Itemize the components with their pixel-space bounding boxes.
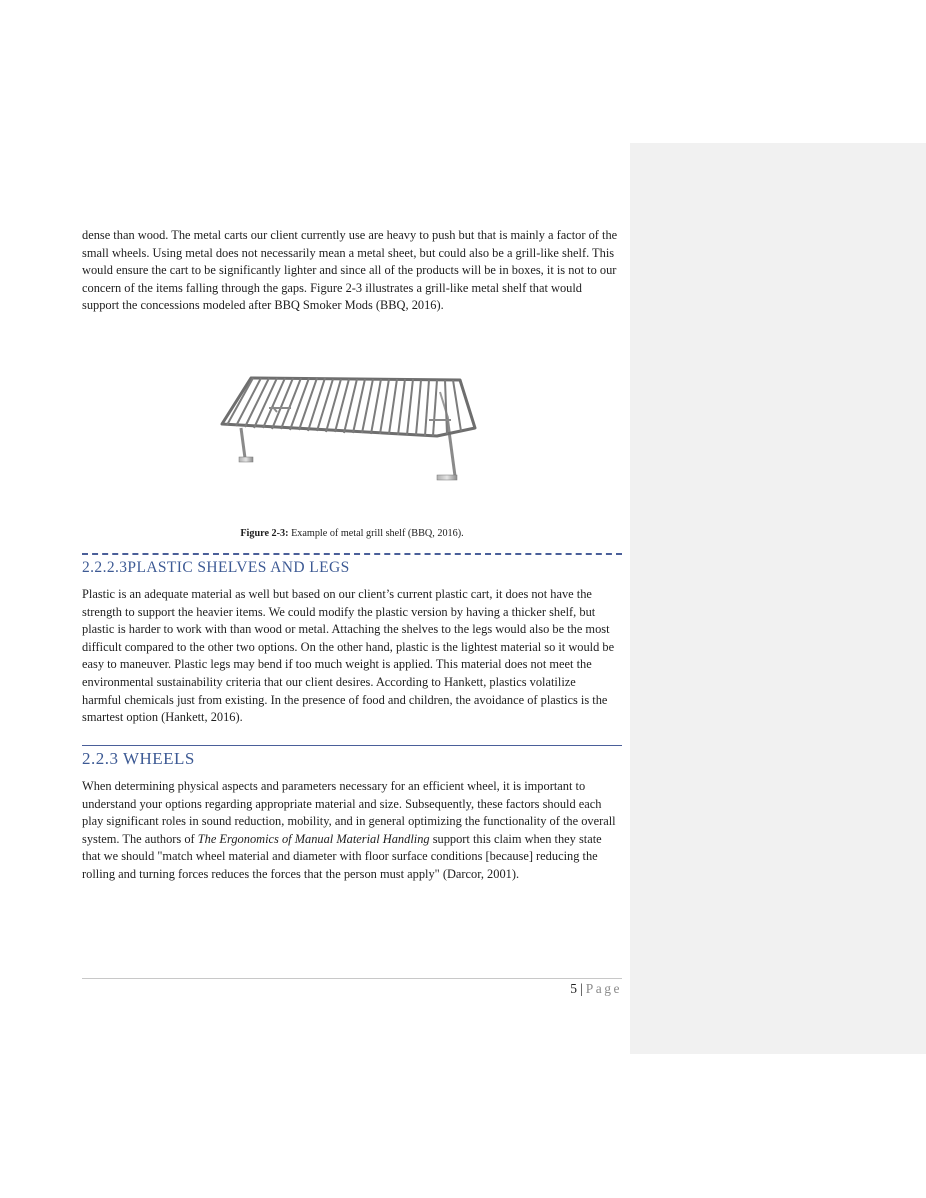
- figure-caption: [82, 528, 622, 539]
- metal-grill-shelf-image: [215, 366, 490, 490]
- page-label: Page: [585, 981, 622, 996]
- heading-plastic-shelves: 2.2.2.3PLASTIC SHELVES AND LEGS: [82, 559, 350, 576]
- page-separator: |: [580, 981, 583, 996]
- book-title: The Ergonomics of Manual Material Handling: [197, 831, 430, 846]
- comments-pane: [630, 143, 926, 1054]
- figure-caption-label: Figure 2-3:: [240, 528, 289, 539]
- section-divider: [82, 745, 622, 746]
- paragraph-wheels-part-2: support this claim when they state that we should "match wheel material and diameter with floor surface conditions [because] reducing the rolling and turning forces reduces the forces that the person must apply" (Darcor, 2001).: [82, 831, 602, 881]
- footer-rule: [82, 978, 622, 979]
- paragraph-wheels-part-1: When determining physical aspects and parameters necessary for an efficient wheel, it is important to understand your options regarding appropriate material and size. Subsequently, these factors should each play significant roles in sound reduction, mobility, and in general optimizing the functionality of the overall system. The authors of: [82, 779, 616, 846]
- paragraph-metal-shelf: dense than wood. The metal carts our client currently use are heavy to push but that is mainly a factor of the small wheels. Using metal does not necessarily mean a metal sheet, but could also be a grill-like shelf. This would ensure the cart to be significantly lighter and since all of the products will be in boxes, it is not to our concern of the items falling through the gaps. Figure 2-3 illustrates a grill-like metal shelf that would support the concessions modeled after BBQ Smoker Mods (BBQ, 2016).: [82, 228, 618, 313]
- page-number: 5: [570, 981, 578, 996]
- page-footer: [570, 981, 622, 997]
- paragraph-plastic: Plastic is an adequate material as well but based on our client’s current plastic cart, it does not have the strength to support the heavier items. We could modify the plastic version by having a thicker shelf, but plastic is harder to work with than wood or metal. Attaching the shelves to the legs would also be the most difficult compared to the other two options. On the other hand, plastic is the lightest material so it would be easy to maneuver. Plastic legs may bend if too much weight is applied. This material does not meet the environmental sustainability criteria that our client desires. According to Hankett, plastics volatilize harmful chemicals just from existing. In the presence of food and children, the avoidance of plastics is the smartest option (Hankett, 2016).: [82, 587, 615, 725]
- heading-wheels: 2.2.3 WHEELS: [82, 749, 195, 768]
- section-divider-dashed: [82, 553, 622, 555]
- paragraph-wheels: [82, 778, 618, 884]
- figure-caption-text: Example of metal grill shelf (BBQ, 2016).: [288, 528, 464, 539]
